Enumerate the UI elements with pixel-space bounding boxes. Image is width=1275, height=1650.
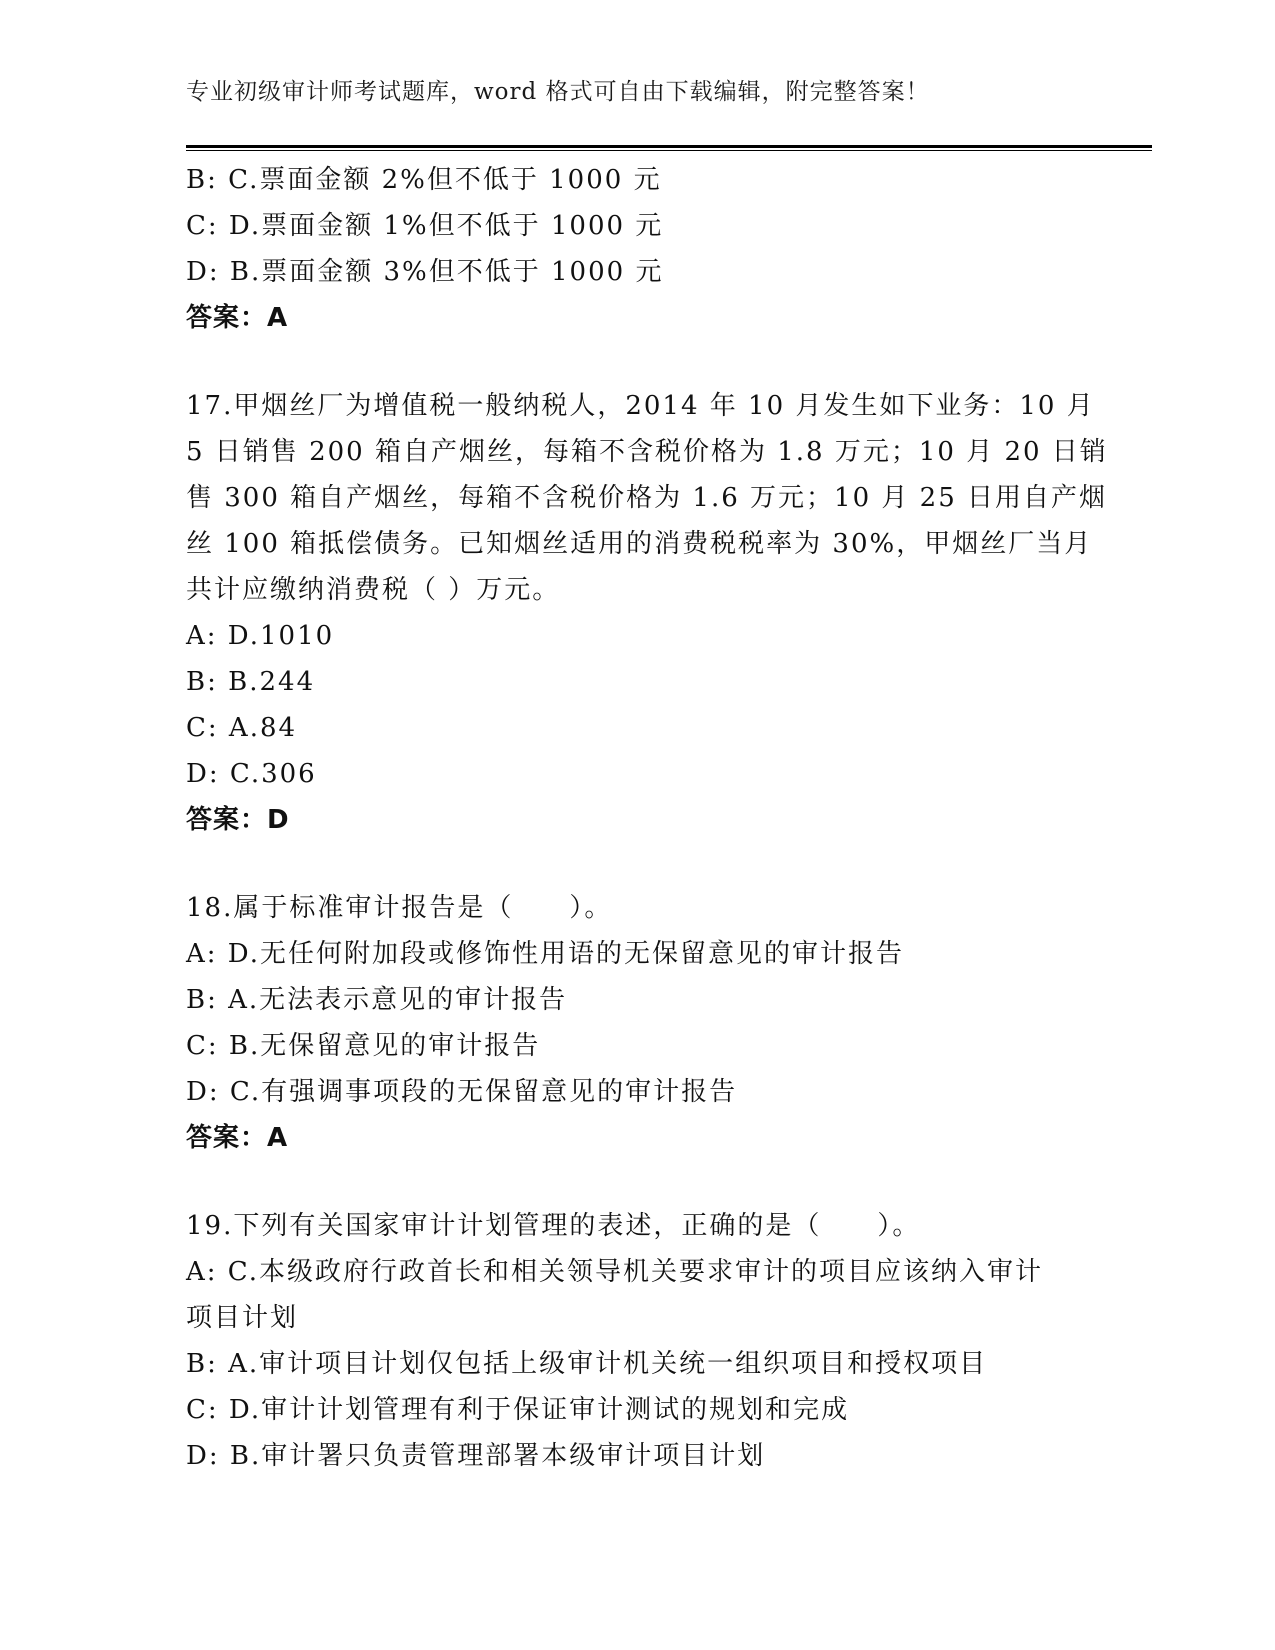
question-stem-line: 5 日销售 200 箱自产烟丝，每箱不含税价格为 1.8 万元；10 月 20 日销 [186,437,1108,467]
option-d: D: B.审计署只负责管理部署本级审计项目计划 [186,1441,766,1471]
option-c: C: B.无保留意见的审计报告 [186,1031,541,1061]
option-a: A: C.本级政府行政首长和相关领导机关要求审计的项目应该纳入审计 [186,1257,1044,1287]
document-body [186,157,1108,1479]
question-stem: 19.下列有关国家审计计划管理的表述，正确的是（ ）。 [186,1211,921,1241]
option-b: B: A.审计项目计划仅包括上级审计机关统一组织项目和授权项目 [186,1349,988,1379]
question-stem-line: 售 300 箱自产烟丝，每箱不含税价格为 1.6 万元；10 月 25 日用自产烟 [186,483,1107,513]
spacer [186,843,1086,885]
prev-question [186,157,1086,341]
question-18 [186,885,1086,1161]
question-stem: 18.属于标准审计报告是（ ）。 [186,893,613,923]
option-b: B: A.无法表示意见的审计报告 [186,985,568,1015]
option-d: D: C.306 [186,759,317,789]
question-19 [186,1203,1086,1479]
option-a: A: D.1010 [186,621,335,651]
spacer [186,1161,1086,1203]
header-rule-thick [186,145,1152,148]
answer: 答案：D [186,805,290,835]
answer: 答案：A [186,1123,289,1153]
option-a-continued: 项目计划 [186,1303,299,1333]
option-d: D: C.有强调事项段的无保留意见的审计报告 [186,1077,738,1107]
option-d: D: B.票面金额 3%但不低于 1000 元 [186,257,664,287]
option-b: B: B.244 [186,667,316,697]
option-c: C: D.审计计划管理有利于保证审计测试的规划和完成 [186,1395,850,1425]
answer: 答案：A [186,303,289,333]
spacer [186,341,1086,383]
question-stem-line: 丝 100 箱抵偿债务。已知烟丝适用的消费税税率为 30%，甲烟丝厂当月 [186,529,1093,559]
header-rule-thin [186,150,1152,151]
question-stem-line: 17.甲烟丝厂为增值税一般纳税人，2014 年 10 月发生如下业务：10 月 [186,391,1095,421]
document-header: 专业初级审计师考试题库，word 格式可自由下载编辑，附完整答案！ [186,79,930,105]
option-b: B: C.票面金额 2%但不低于 1000 元 [186,165,662,195]
option-c: C: D.票面金额 1%但不低于 1000 元 [186,211,664,241]
question-17 [186,383,1108,843]
option-c: C: A.84 [186,713,298,743]
option-a: A: D.无任何附加段或修饰性用语的无保留意见的审计报告 [186,939,904,969]
question-stem-line: 共计应缴纳消费税（ ）万元。 [186,575,561,605]
